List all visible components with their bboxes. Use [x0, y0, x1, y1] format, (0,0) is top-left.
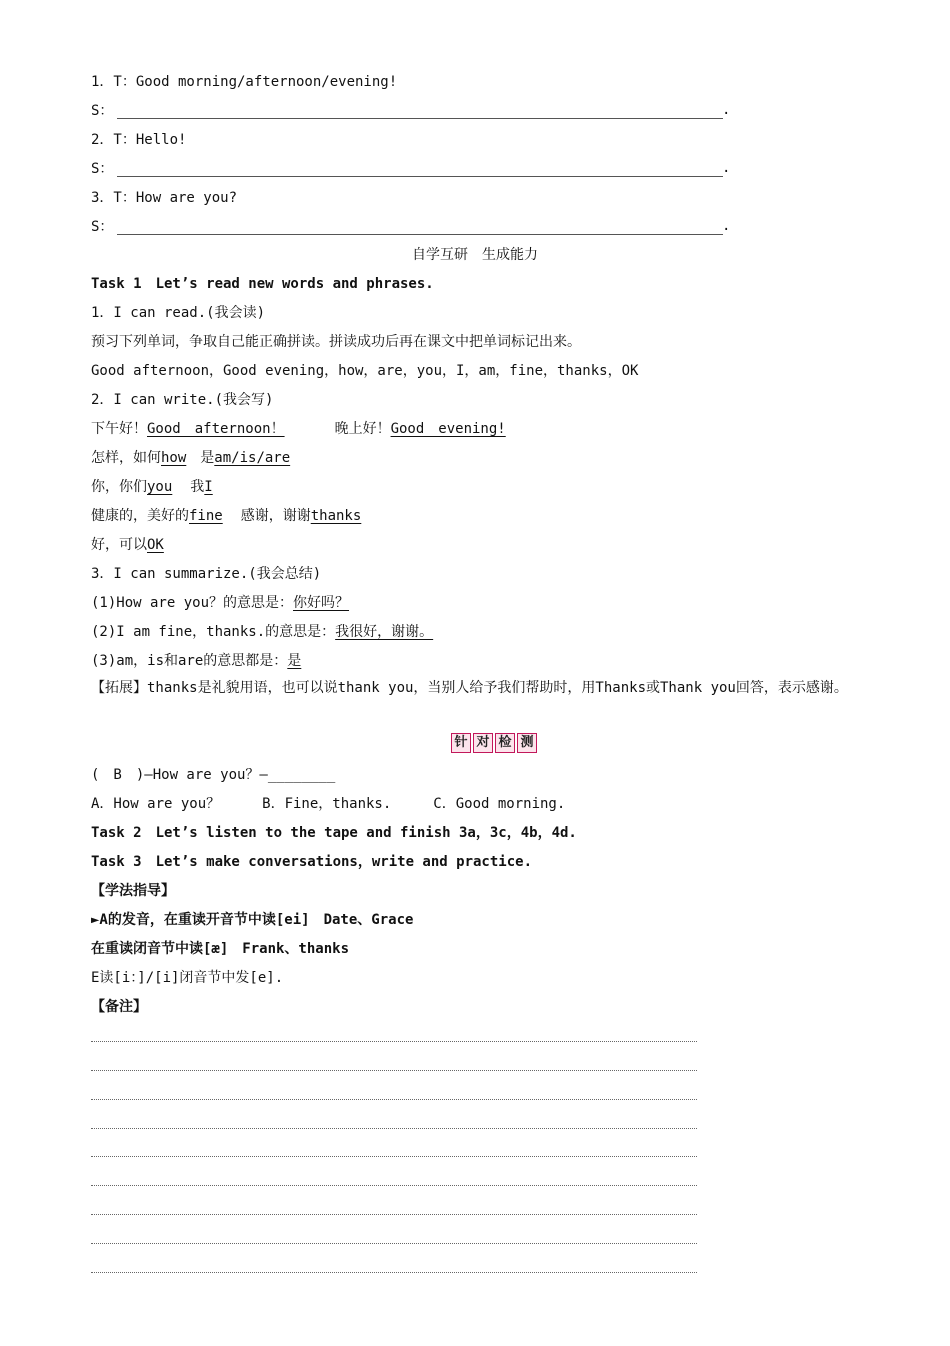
- notes-line[interactable]: [91, 1214, 697, 1215]
- write-answer: how: [161, 450, 187, 466]
- warmup-t3: 3．T：How are you?: [91, 190, 238, 206]
- quiz-question: ( B )—How are you？—________: [91, 767, 336, 783]
- badge-char: 检: [495, 733, 515, 753]
- summarize-question: (3)am，is和are的意思都是：: [91, 653, 288, 669]
- badge-char: 测: [517, 733, 537, 753]
- write-answer: am/is/are: [214, 450, 291, 466]
- read-words: Good afternoon，Good evening，how，are，you，I，am，fine，thanks，OK: [91, 363, 639, 379]
- notes-line[interactable]: [91, 1041, 697, 1042]
- write-label: 感谢，谢谢: [240, 508, 311, 524]
- notes-line[interactable]: [91, 1243, 697, 1244]
- read-instruction: 预习下列单词，争取自己能正确拼读。拼读成功后再在课文中把单词标记出来。: [91, 334, 581, 350]
- task3-heading: Task 3 Let’s make conversations，write and practice.: [91, 854, 533, 870]
- badge-char: 针: [451, 733, 471, 753]
- write-answer: I: [204, 479, 213, 495]
- write-row: [91, 419, 506, 439]
- write-row: [91, 477, 213, 497]
- study-guide-line: E读[i：]/[i]闭音节中发[e].: [91, 970, 284, 986]
- write-label: 怎样，如何: [91, 450, 161, 466]
- write-row: [91, 448, 290, 468]
- notes-heading: 【备注】: [91, 999, 147, 1015]
- write-answer: thanks: [310, 508, 362, 524]
- write-label: 晚上好！: [334, 421, 391, 437]
- write-answer: fine: [189, 508, 223, 524]
- read-heading: 1．I can read.(我会读): [91, 305, 266, 321]
- study-guide-line: ►A的发音，在重读开音节中读[ei] Date、Grace: [91, 912, 414, 928]
- answer-blank-1[interactable]: [117, 118, 723, 119]
- answer-blank-3[interactable]: [117, 234, 723, 235]
- summarize-question: (1)How are you？的意思是：: [91, 595, 294, 611]
- summarize-answer: 你好吗？: [293, 595, 350, 611]
- badge-char: 对: [473, 733, 493, 753]
- summarize-answer: 是: [287, 653, 302, 669]
- notes-line[interactable]: [91, 1156, 697, 1157]
- write-answer: Good evening!: [390, 421, 506, 437]
- write-label: 好，可以: [91, 537, 147, 553]
- answer-blank-2[interactable]: [117, 176, 723, 177]
- period: .: [722, 218, 731, 234]
- quiz-options: A．How are you？ B．Fine，thanks. C．Good morning.: [91, 796, 566, 812]
- notes-line[interactable]: [91, 1272, 697, 1273]
- section-title: 自学互研 生成能力: [412, 247, 538, 263]
- task1-heading: Task 1 Let’s read new words and phrases.: [91, 276, 434, 292]
- task2-heading: Task 2 Let’s listen to the tape and finish 3a，3c，4b，4d.: [91, 825, 577, 841]
- warmup-t1: 1．T：Good morning/afternoon/evening!: [91, 74, 398, 90]
- summarize-heading: 3．I can summarize.(我会总结): [91, 566, 322, 582]
- write-answer: OK: [147, 537, 164, 553]
- write-heading: 2．I can write.(我会写): [91, 392, 274, 408]
- warmup-s2-label: S：: [91, 161, 114, 177]
- period: .: [722, 102, 731, 118]
- summarize-item: [91, 651, 301, 671]
- extension-note: 【拓展】thanks是礼貌用语，也可以说thank you，当别人给予我们帮助时，用Thanks或Thank you回答，表示感谢。: [91, 680, 848, 696]
- study-guide-heading: 【学法指导】: [91, 883, 175, 899]
- warmup-t2: 2．T：Hello!: [91, 132, 187, 148]
- write-label: 你，你们: [91, 479, 147, 495]
- notes-line[interactable]: [91, 1070, 697, 1071]
- notes-line[interactable]: [91, 1099, 697, 1100]
- period: .: [722, 160, 731, 176]
- warmup-s1-label: S：: [91, 103, 114, 119]
- write-label: 健康的，美好的: [91, 508, 189, 524]
- study-guide-line: 在重读闭音节中读[æ] Frank、thanks: [91, 941, 350, 957]
- summarize-item: [91, 593, 349, 613]
- write-answer: Good afternoon！: [147, 421, 285, 437]
- warmup-s3-label: S：: [91, 219, 114, 235]
- summarize-item: [91, 622, 433, 642]
- write-label: 我: [190, 479, 205, 495]
- write-answer: you: [147, 479, 173, 495]
- write-row: [91, 506, 361, 526]
- notes-line[interactable]: [91, 1185, 697, 1186]
- write-label: 下午好！: [91, 421, 147, 437]
- notes-line[interactable]: [91, 1128, 697, 1129]
- summarize-question: (2)I am fine，thanks.的意思是：: [91, 624, 336, 640]
- write-label: 是: [200, 450, 215, 466]
- write-row: [91, 535, 164, 555]
- summarize-answer: 我很好，谢谢。: [335, 624, 434, 640]
- targeted-test-badge: [451, 733, 537, 753]
